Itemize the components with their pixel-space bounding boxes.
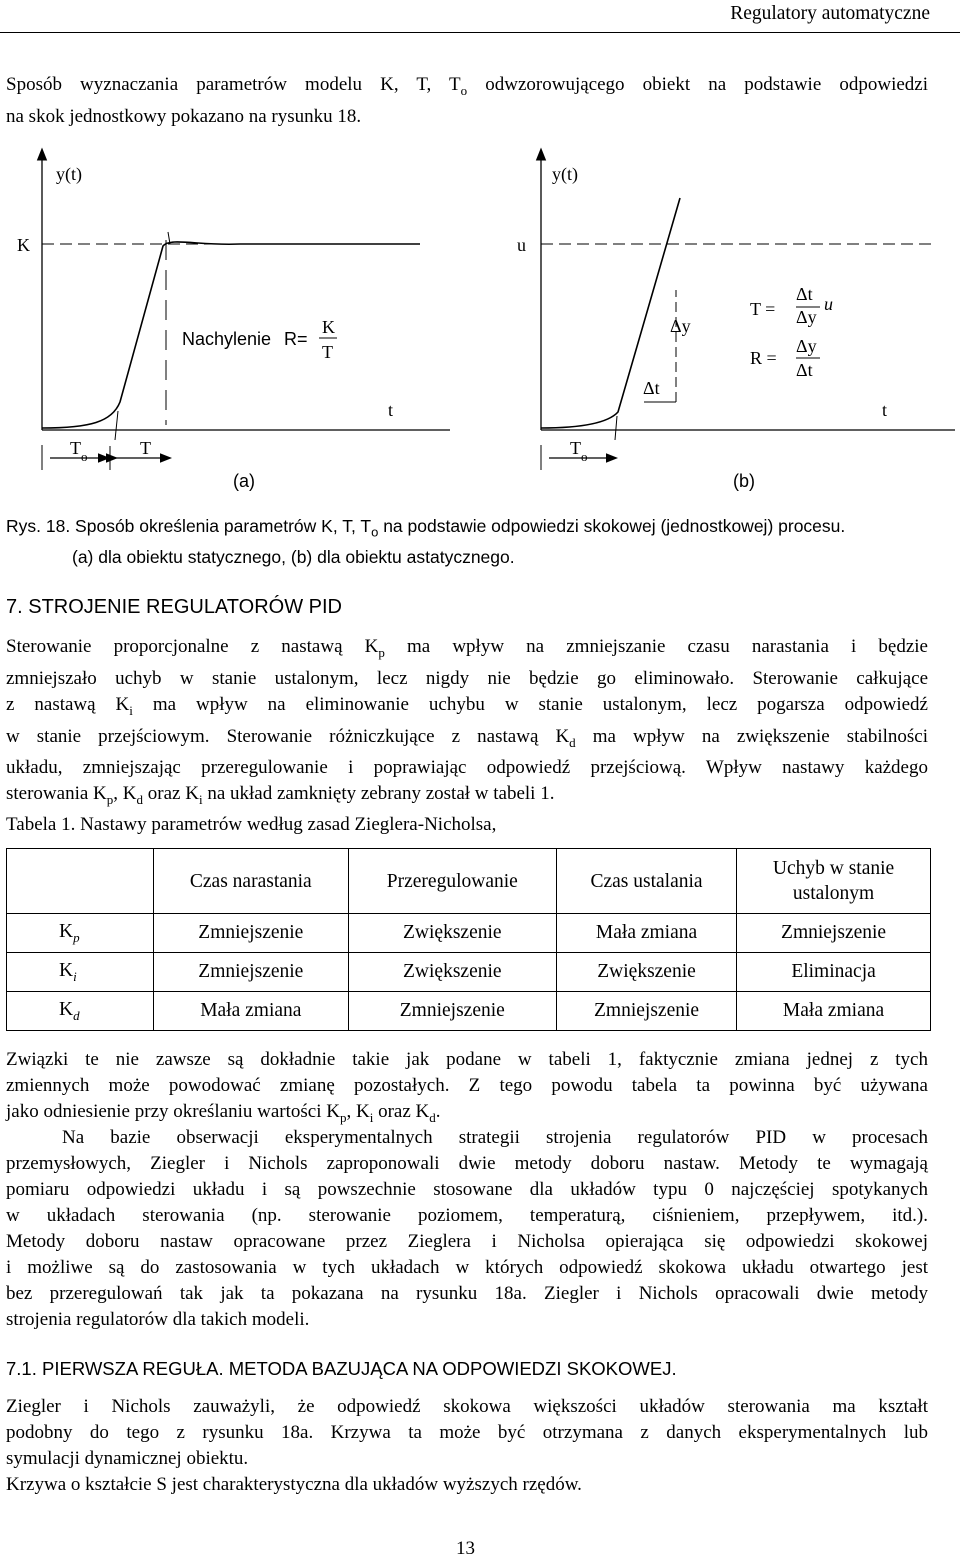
k-label: K [17, 235, 30, 255]
panel-b-label: (b) [733, 471, 755, 491]
caption-line1a: Rys. 18. Sposób określenia parametrów K, T, T [6, 516, 372, 536]
table-row-ki [7, 953, 931, 992]
row-label-ki: $K_i$ [7, 953, 154, 992]
caption-line1b: na podstawie odpowiedzi skokowej (jednostkowej) procesu. [378, 516, 846, 536]
to-tick [115, 411, 118, 440]
paragraph-1: Sterowanie proporcjonalne z nastawą $K_p$ ma wpływ na zmniejszanie czasu narastania i będzie zmniejszało uchyb w stanie ustalonym, lecz nigdy nie będzie go eliminowało. Sterowanie całkujące z nastawą $K_i$ ma wpływ na eliminowanie uchybu w stanie ustalonym, lecz pogarsza odpowiedź w stanie przejściowym. Sterowanie różniczkujące z nastawą $K_d$ ma wpływ na zwiększenie stabilności układu, zmniejszając przeregulowanie i poprawiając odpowiedź przejściową. Wpływ nastawy każdego sterowania $K_p$, $K_d$ oraz $K_i$ na układ zamknięty zebrany został w tabeli 1. [6, 636, 928, 808]
panel-b [517, 154, 955, 491]
intro-sub: o [460, 82, 468, 98]
t-axis-label-b: t [882, 400, 888, 420]
table-cell: Zmniejszenie [348, 992, 556, 1031]
caption-line2: (a) dla obiektu statycznego, (b) dla obiektu astatycznego. [72, 546, 515, 567]
figure-caption [6, 514, 936, 570]
table-cell: Eliminacja [737, 953, 931, 992]
frac1-numerator: Δt [796, 284, 813, 304]
r-equation: R = [750, 348, 777, 368]
table-cell: Zmniejszenie [154, 914, 349, 953]
t-axis-label-a: t [388, 400, 394, 420]
pid-table [6, 848, 931, 1031]
panel-a-label: (a) [233, 471, 255, 491]
intro-line2: na skok jednostkowy pokazano na rysunku 18. [6, 105, 362, 127]
slope-word: Nachylenie [182, 329, 272, 349]
table-header-row [7, 849, 931, 914]
frac-numerator-k: K [322, 317, 335, 337]
running-header: Regulatory automatyczne [730, 3, 930, 24]
table-cell: Zwiększenie [348, 914, 556, 953]
header-settling-time: Czas ustalania [556, 849, 736, 914]
paragraph-4: Ziegler i Nichols zauważyli, że odpowiedź skokowa większości układów sterowania ma kształt podobny do tego z rysunku 18a. Krzywa ta może być otrzymana z danych eksperymentalnych lub symulacji dynamicznej obiektu. Krzywa o kształcie S jest charakterystyczna dla układów wyższych rzędów. [6, 1396, 928, 1495]
page-number: 13 [456, 1538, 475, 1559]
table-row-kd [7, 992, 931, 1031]
section-7-1-title: 7.1. PIERWSZA REGUŁA. METODA BAZUJĄCA NA ODPOWIEDZI SKOKOWEJ. [6, 1358, 677, 1379]
t-equation: T = [750, 299, 776, 319]
frac-denominator-t: T [322, 342, 333, 362]
panel-a [17, 154, 450, 491]
caption-sub: o [371, 524, 379, 540]
row-label-kd: $K_d$ [7, 992, 154, 1031]
frac1-denominator: Δy [796, 307, 817, 327]
to-tick-b [615, 416, 617, 440]
dy-label: Δy [670, 316, 691, 336]
slope-r: R= [284, 329, 308, 349]
paragraph-2: Związki te nie zawsze są dokładnie takie jak podane w tabeli 1, faktycznie zmiana jednej z tych zmiennych może powodować zmianę pozostałych. Z tego powodu tabela ta powinna być używana jako odniesienie przy określaniu wartości $K_p$, $K_i$ oraz $K_d$. [6, 1049, 928, 1125]
table-cell: Zmniejszenie [154, 953, 349, 992]
dt-label: Δt [643, 378, 660, 398]
to-label-b: $T_o$ [570, 438, 588, 464]
header-steady-state-error: Uchyb w stanie ustalonym [737, 849, 931, 914]
row-label-kp: $K_p$ [7, 914, 154, 953]
intro-line1: Sposób wyznaczania parametrów modelu K, T, T [6, 74, 461, 95]
to-label-a: $T_o$ [70, 438, 88, 464]
table-cell: Zwiększenie [348, 953, 556, 992]
header-rule [0, 32, 960, 33]
header-rise-time: Czas narastania [154, 849, 349, 914]
u-label: u [517, 235, 526, 255]
table-cell: Zmniejszenie [556, 992, 736, 1031]
table-cell: Mała zmiana [737, 992, 931, 1031]
frac2-numerator: Δy [796, 336, 817, 356]
intro-paragraph [6, 72, 928, 130]
header-overshoot: Przeregulowanie [348, 849, 556, 914]
frac1-u: u [824, 294, 833, 314]
table-corner-cell [7, 849, 154, 914]
table-row-kp [7, 914, 931, 953]
table-cell: Zwiększenie [556, 953, 736, 992]
t-label-a: T [140, 438, 151, 458]
table-cell: Zmniejszenie [737, 914, 931, 953]
y-axis-label-a: y(t) [56, 164, 82, 184]
table-caption: Tabela 1. Nastawy parametrów według zasad Zieglera-Nicholsa, [6, 814, 497, 835]
frac2-denominator: Δt [796, 360, 813, 380]
table-cell: Mała zmiana [556, 914, 736, 953]
paragraph-3: Na bazie obserwacji eksperymentalnych strategii strojenia regulatorów PID w procesach przemysłowych, Ziegler i Nichols zaproponowali dwie metody doboru nastaw. Metody te wymagają pomiaru odpowiedzi układu i są powszechnie stosowane dla układów typu 0 najczęściej spotykanych w układach sterowania (np. sterowanie poziomem, temperaturą, ciśnieniem, przepływem, itd.). Metody doboru nastaw opracowane przez Zieglera i Nicholsa opierająca się odpowiedzi skokowej i możliwe są do zastosowania w tych układach w których odpowiedź skokowa układu otwartego jest bez przeregulowań tak jak ta pokazana na rysunku 18a. Ziegler i Nichols opracowali dwie metody strojenia regulatorów dla takich modeli. [6, 1127, 928, 1330]
intro-line1b: odwzorowującego obiekt na podstawie odpowiedzi [467, 74, 928, 95]
figure-18 [0, 140, 960, 505]
section-7-title: 7. STROJENIE REGULATORÓW PID [6, 596, 342, 618]
table-cell: Mała zmiana [154, 992, 349, 1031]
y-axis-label-b: y(t) [552, 164, 578, 184]
